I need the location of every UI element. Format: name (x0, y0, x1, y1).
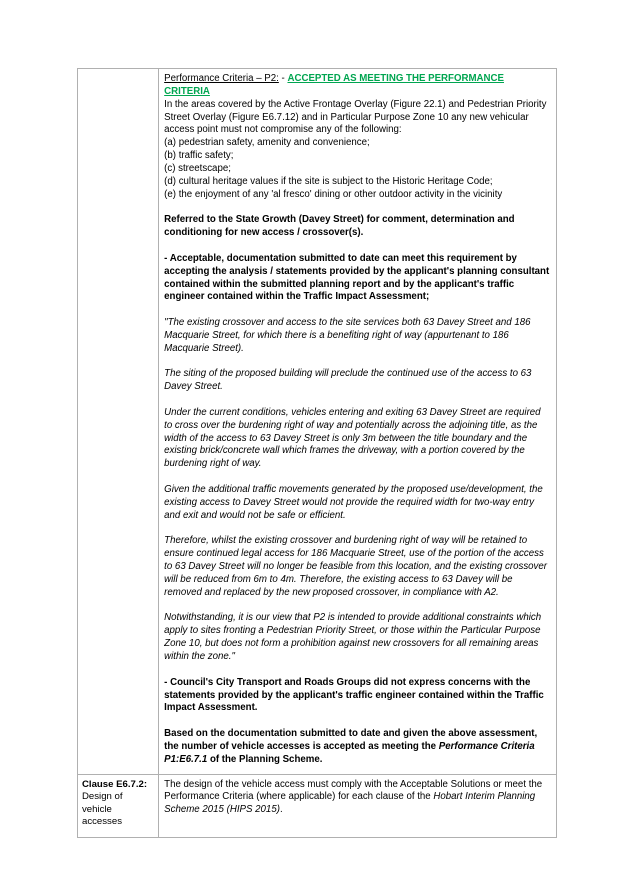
clause-lead: The design of the vehicle access must comply with the Acceptable Solutions or meet the Performance Criteria (where applicable) for each clause of the (164, 778, 543, 803)
quoted-paragraph-2: The siting of the proposed building will preclude the continued use of the access to 63 Davey Street. (164, 368, 532, 393)
criteria-item-a: (a) pedestrian safety, amenity and convenience; (164, 137, 370, 149)
criteria-item-e: (e) the enjoyment of any 'al fresco' dining or other outdoor activity in the vicinity (164, 188, 503, 200)
heading-separator: - (278, 73, 288, 84)
spacer (164, 471, 551, 484)
council-comment: - Council's City Transport and Roads Groups did not express concerns with the statements provided by the applicant's traffic engineer contained within the Traffic Impact Assessment. (164, 676, 544, 714)
performance-criteria-label: Performance Criteria – P2: (164, 73, 279, 84)
clause-cell-e672 (78, 774, 159, 837)
criteria-item-d: (d) cultural heritage values if the site is subject to the Historic Heritage Code; (164, 175, 493, 187)
clause-number (82, 779, 154, 792)
clause-subtitle: Design of vehicle accesses (82, 791, 123, 828)
spacer (164, 600, 551, 613)
assessment-table (77, 68, 557, 838)
quoted-paragraph-4: Given the additional traffic movements generated by the proposed use/development, the existing access to Davey Street would not provide the required width for two-way entry and exit and would not be safe or efficient. (164, 484, 543, 521)
spacer (164, 394, 551, 407)
spacer (164, 817, 551, 830)
clause-cell-e672-body (78, 775, 158, 835)
spacer (164, 664, 551, 677)
quoted-paragraph-5: Therefore, whilst the existing crossover and burdening right of way will be retained to ensure continued legal access for 186 Macquarie Street, use of the portion of the access to 63 Davey Street will no longer be feasible from this location, and the existing crossover will be reduced from 6m to 4m. Therefore, the existing access to 63 Davey will be removed and replaced by the new proposed crossover, in compliance with A2. (164, 535, 548, 598)
spacer (164, 356, 551, 369)
clause-scheme-name: Hobart Interim Planning Scheme 2015 (HIPS 2015) (164, 791, 536, 816)
clause-cell-empty (78, 69, 159, 775)
performance-criteria-heading (164, 73, 551, 99)
table-row (78, 774, 557, 837)
clause-content-cell (159, 774, 557, 837)
table-row (78, 69, 557, 775)
status-badge: ACCEPTED AS MEETING THE PERFORMANCE CRITERIA (164, 73, 504, 97)
state-growth-referral: Referred to the State Growth (Davey Street) for comment, determination and conditioning for new access / crossover(s). (164, 214, 515, 239)
criteria-intro: In the areas covered by the Active Frontage Overlay (Figure 22.1) and Pedestrian Priority Street Overlay (Figure E6.7.12) and in Particular Purpose Zone 10 any new vehicular access point must not compromise any of the following: (164, 98, 547, 136)
spacer (164, 715, 551, 728)
spacer (164, 240, 551, 253)
clause-cell-empty-body (78, 69, 158, 747)
spacer (164, 523, 551, 536)
quoted-paragraph-3: Under the current conditions, vehicles entering and exiting 63 Davey Street are required to cross over the burdening right of way and potentially across the adjoining title, as the width of the access to 63 Davey Street is only 3m between the title boundary and the existing brick/concrete wall which frames the driveway, with a portion covered by the burdening right of way. (164, 406, 541, 470)
spacer (164, 304, 551, 317)
conclusion-tail: of the Planning Scheme. (207, 753, 323, 765)
assessment-content-body (159, 69, 556, 774)
clause-number-label: Clause E6.7.2: (82, 778, 148, 790)
quoted-paragraph-1: "The existing crossover and access to the site services both 63 Davey Street and 186 Macquarie Street, for which there is a benefiting right of way (appurtenant to 186 Macquarie Street). (164, 317, 531, 354)
assessment-conclusion (164, 728, 551, 767)
acceptable-statement: - Acceptable, documentation submitted to date can meet this requirement by accepting the analysis / statements provided by the applicant's planning consultant contained within the submitted planning report and by the applicant's traffic engineer contained within the Traffic Impact Assessment; (164, 252, 550, 303)
criteria-item-b: (b) traffic safety; (164, 150, 234, 162)
spacer (164, 201, 551, 214)
quoted-paragraph-6: Notwithstanding, it is our view that P2 is intended to provide additional constraints which apply to sites fronting a Pedestrian Priority Street, or those within the Particular Purpose Zone 10, but does not form a prohibition against new crossovers for all remaining areas within the zone." (164, 612, 542, 662)
assessment-content-cell (159, 69, 557, 775)
clause-tail: . (279, 804, 283, 816)
conclusion-lead: Based on the documentation submitted to date and given the above assessment, the number of vehicle accesses is accepted as meeting the (164, 728, 538, 752)
criteria-item-c: (c) streetscape; (164, 162, 231, 174)
clause-content-body (159, 775, 556, 837)
clause-design-requirement (164, 779, 551, 818)
conclusion-emphasis: Performance Criteria P1:E6.7.1 (164, 740, 535, 765)
